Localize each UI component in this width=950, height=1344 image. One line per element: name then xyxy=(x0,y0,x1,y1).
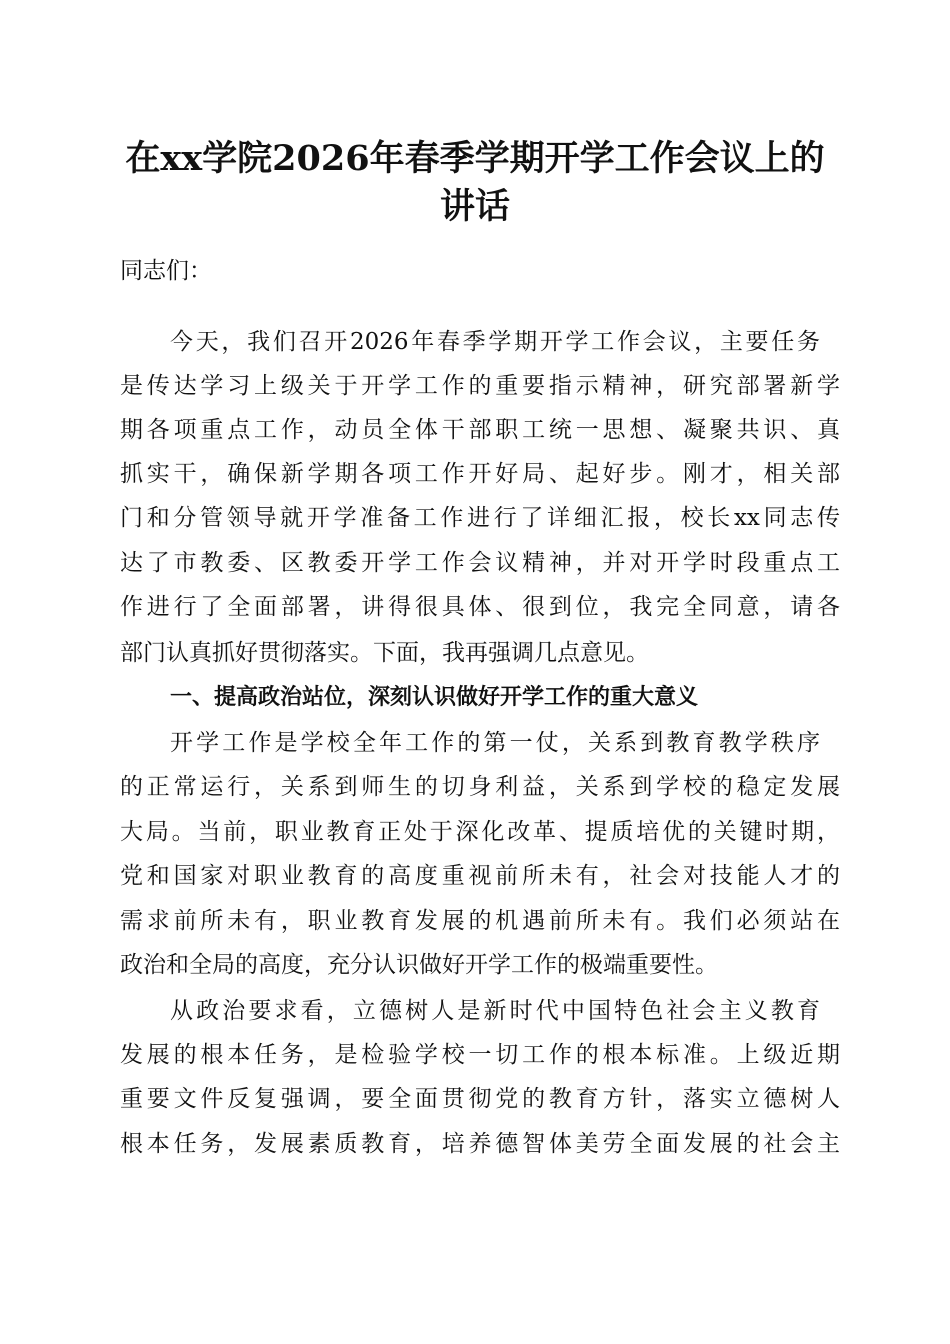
paragraph-3-line: 发展的根本任务，是检验学校一切工作的根本标准。上级近期 xyxy=(120,1042,840,1068)
paragraph-2-line: 开学工作是学校全年工作的第一仗，关系到教育教学秩序 xyxy=(170,730,820,756)
paragraph-2-line: 需求前所未有，职业教育发展的机遇前所未有。我们必须站在 xyxy=(120,908,840,934)
paragraph-1-line: 部门认真抓好贯彻落实。下面，我再强调几点意见。 xyxy=(120,640,649,666)
paragraph-3-line: 重要文件反复强调，要全面贯彻党的教育方针，落实立德树人 xyxy=(120,1086,840,1112)
paragraph-1-line: 期各项重点工作，动员全体干部职工统一思想、凝聚共识、真 xyxy=(120,417,840,443)
paragraph-1-line: 今天，我们召开2026年春季学期开学工作会议，主要任务 xyxy=(170,329,820,355)
document-title-line-1: 在xx学院2026年春季学期开学工作会议上的 xyxy=(125,138,825,179)
paragraph-3-line: 从政治要求看，立德树人是新时代中国特色社会主义教育 xyxy=(170,998,820,1024)
section-1-heading: 一、提高政治站位，深刻认识做好开学工作的重大意义 xyxy=(170,685,699,710)
paragraph-1-line: 作进行了全面部署，讲得很具体、很到位，我完全同意，请各 xyxy=(120,594,840,620)
paragraph-2-line: 政治和全局的高度，充分认识做好开学工作的极端重要性。 xyxy=(120,952,718,978)
paragraph-1-line: 门和分管领导就开学准备工作进行了详细汇报，校长xx同志传 xyxy=(120,505,840,531)
paragraph-1-line: 达了市教委、区教委开学工作会议精神，并对开学时段重点工 xyxy=(120,550,840,576)
paragraph-2-line: 党和国家对职业教育的高度重视前所未有，社会对技能人才的 xyxy=(120,863,840,889)
paragraph-1-line: 抓实干，确保新学期各项工作开好局、起好步。刚才，相关部 xyxy=(120,461,840,487)
paragraph-3-line: 根本任务，发展素质教育，培养德智体美劳全面发展的社会主 xyxy=(120,1131,840,1157)
document-title-line-2: 讲话 xyxy=(439,186,510,227)
paragraph-1-line: 是传达学习上级关于开学工作的重要指示精神，研究部署新学 xyxy=(120,373,840,399)
paragraph-2-line: 的正常运行，关系到师生的切身利益，关系到学校的稳定发展 xyxy=(120,774,840,800)
salutation: 同志们： xyxy=(120,258,212,284)
paragraph-2-line: 大局。当前，职业教育正处于深化改革、提质培优的关键时期， xyxy=(120,819,840,845)
